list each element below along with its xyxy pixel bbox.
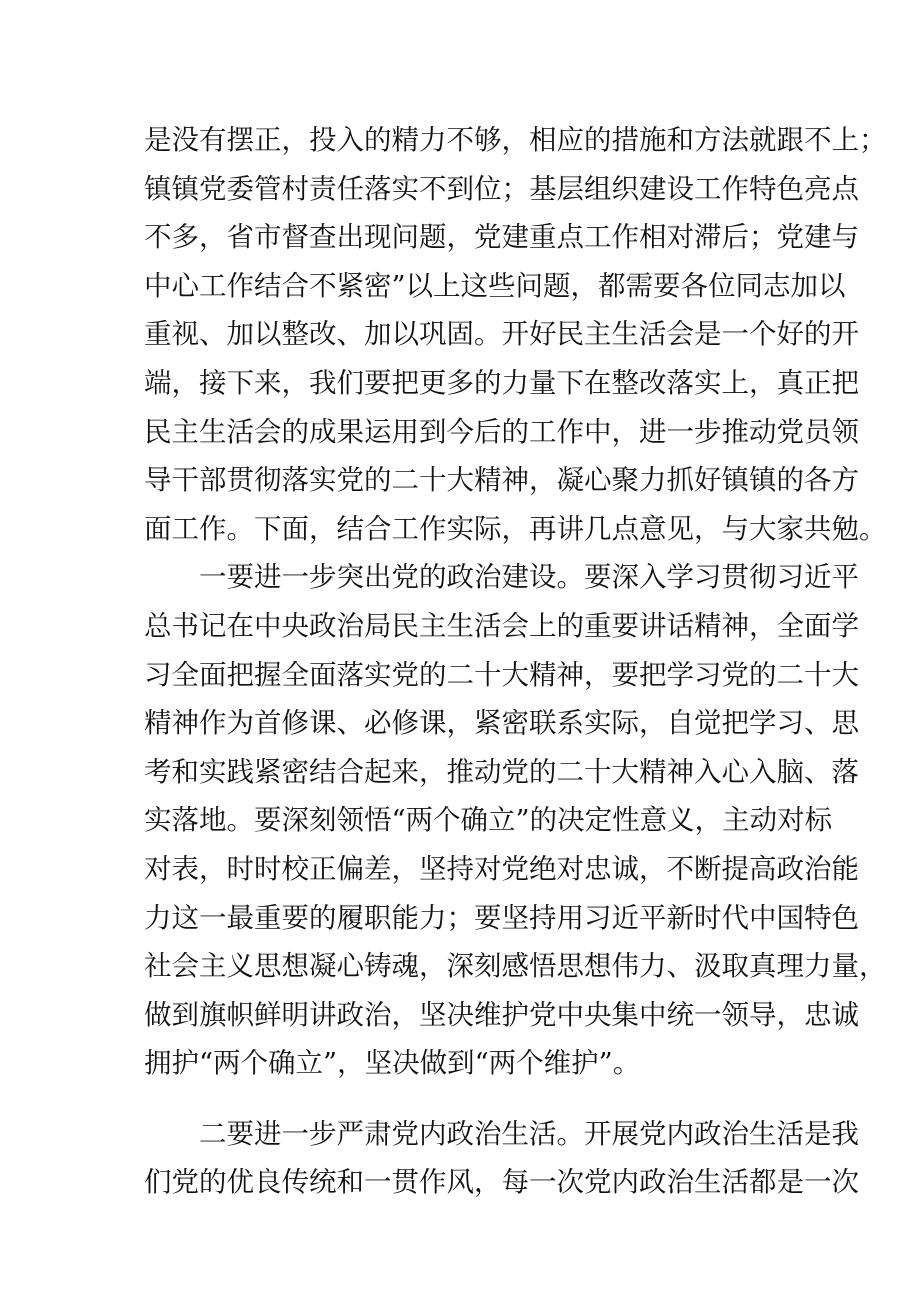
text-line: 对表，时时校正偏差，坚持对党绝对忠诚，不断提高政治能: [144, 852, 859, 885]
text-line: 面工作。下面，结合工作实际，再讲几点意见，与大家共勉。: [144, 512, 887, 545]
text-line: 是没有摆正，投入的精力不够，相应的措施和方法就跟不上；: [144, 124, 887, 156]
text-line: 重视、加以整改、加以巩固。开好民主生活会是一个好的开: [144, 318, 859, 351]
text-line: 总书记在中央政治局民主生活会上的重要讲话精神，全面学: [144, 609, 859, 642]
text-line: 实落地。要深刻领悟“两个确立”的决定性意义，主动对标: [144, 804, 833, 837]
text-line: 导干部贯彻落实党的二十大精神，凝心聚力抓好镇镇的各方: [144, 464, 859, 497]
text-line: 考和实践紧密结合起来，推动党的二十大精神入心入脑、落: [144, 755, 859, 788]
text-line: 社会主义思想凝心铸魂，深刻感悟思想伟力、汲取真理力量，: [144, 950, 887, 983]
text-line: 镇镇党委管村责任落实不到位；基层组织建设工作特色亮点: [144, 172, 859, 205]
text-line: 民主生活会的成果运用到今后的工作中，进一步推动党员领: [144, 415, 859, 448]
text-line: 做到旗帜鲜明讲政治，坚决维护党中央集中统一领导，忠诚: [144, 998, 859, 1031]
text-line: 精神作为首修课、必修课，紧密联系实际，自觉把学习、思: [144, 707, 859, 740]
text-line: 中心工作结合不紧密”以上这些问题，都需要各位同志加以: [144, 269, 846, 302]
text-line: 们党的优良传统和一贯作风，每一次党内政治生活都是一次: [144, 1166, 859, 1199]
text-line: 端，接下来，我们要把更多的力量下在整改落实上，真正把: [144, 366, 859, 399]
paragraph-start-line: 一要进一步突出党的政治建设。要深入学习贯彻习近平: [199, 561, 859, 594]
document-body: [144, 116, 887, 1207]
text-line: 习全面把握全面落实党的二十大精神，要把学习党的二十大: [144, 658, 859, 691]
text-line: 不多，省市督查出现问题，党建重点工作相对滞后；党建与: [144, 221, 859, 254]
paragraph-gap: [144, 1088, 784, 1110]
text-line: 力这一最重要的履职能力；要坚持用习近平新时代中国特色: [144, 901, 859, 934]
paragraph-start-line: 二要进一步严肃党内政治生活。开展党内政治生活是我: [199, 1117, 859, 1150]
text-line: 拥护“两个确立”，坚决做到“两个维护”。: [144, 1047, 641, 1080]
